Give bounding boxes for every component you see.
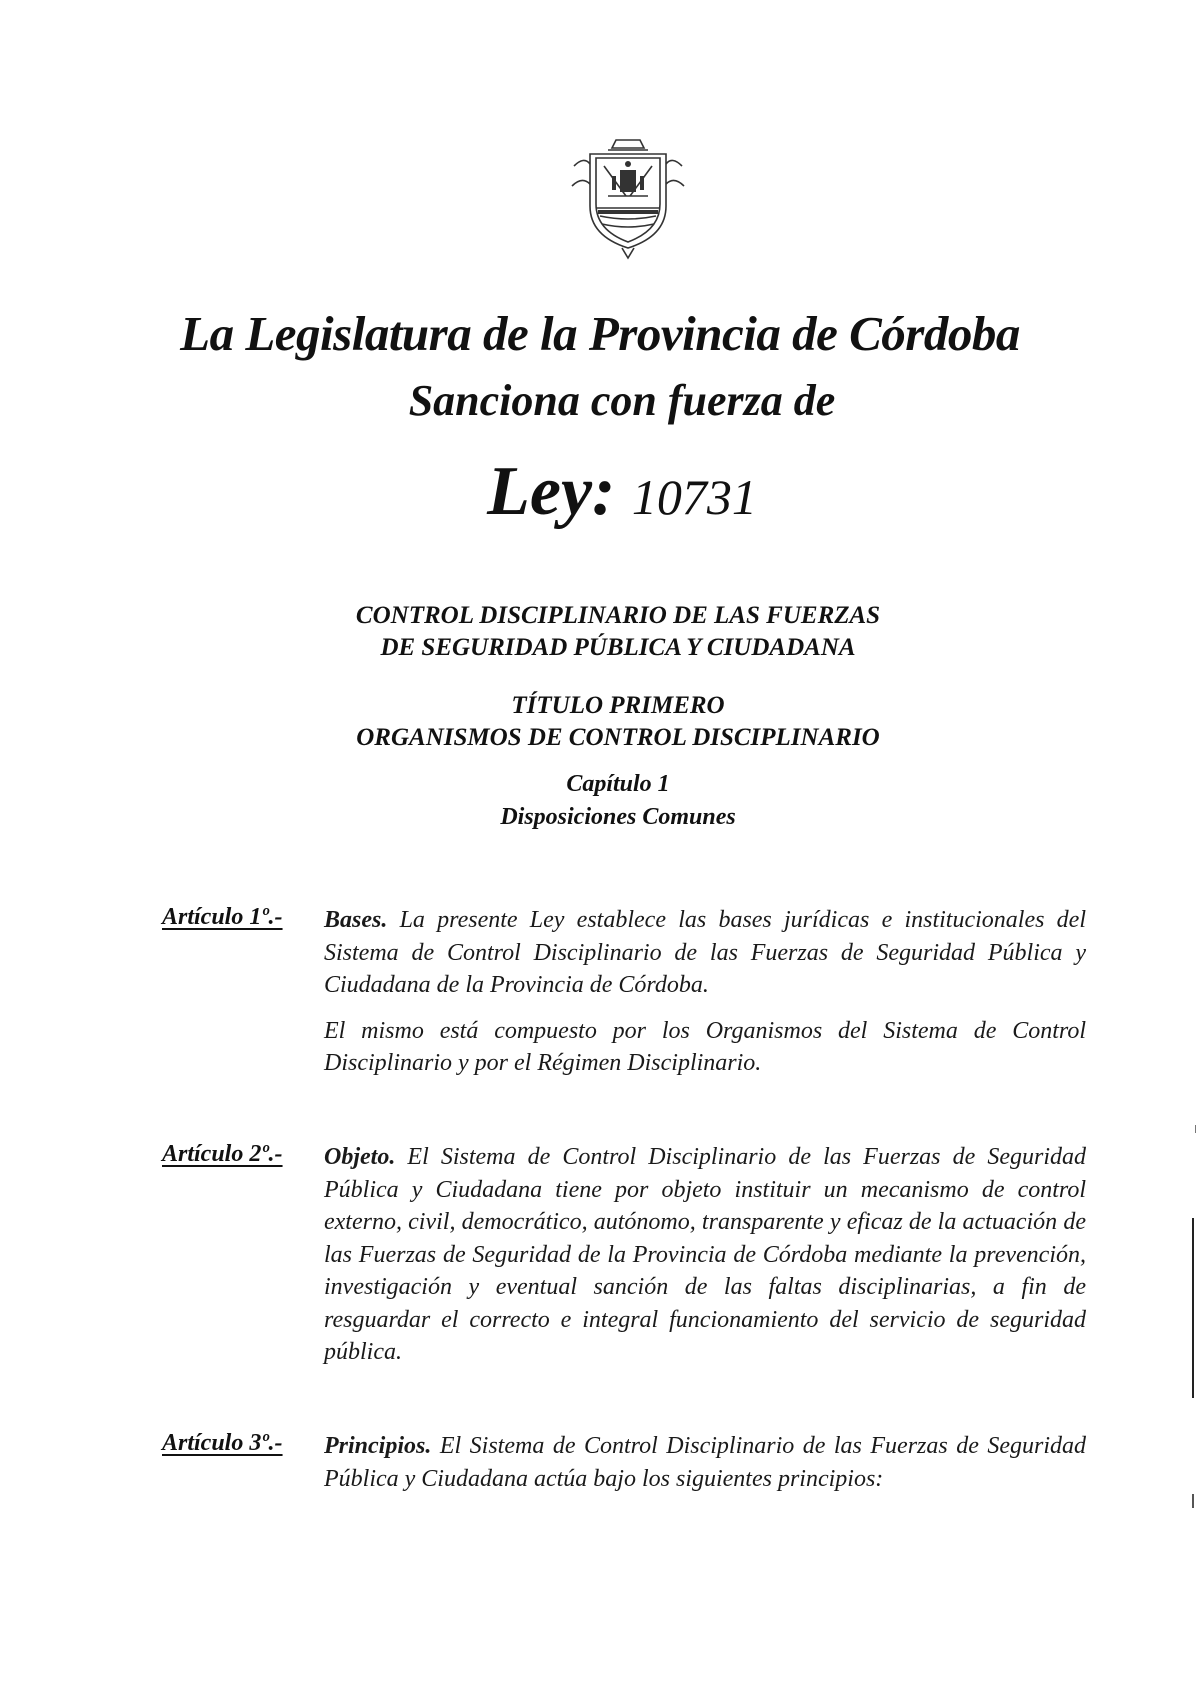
scan-edge-mark (1192, 1494, 1194, 1508)
article-paragraph (324, 904, 1086, 1002)
legislature-heading: La Legislatura de la Provincia de Córdoba (180, 306, 1020, 361)
article-body (324, 1430, 1086, 1495)
article-paragraph (324, 1430, 1086, 1495)
capitulo-heading (18, 768, 1200, 834)
sanction-heading: Sanciona con fuerza de (408, 376, 836, 425)
article-text: El Sistema de Control Disciplinario de las Fuerzas de Seguridad Pública y Ciudadana actúa bajo los siguientes principios: (324, 1433, 1087, 1492)
titulo-line-1: TÍTULO PRIMERO (511, 692, 725, 719)
law-title-line-2: DE SEGURIDAD PÚBLICA Y CIUDADANA (380, 634, 856, 661)
law-title-line-1: CONTROL DISCIPLINARIO DE LAS FUERZAS (355, 602, 881, 629)
capitulo-number: Capítulo 1 (566, 771, 670, 797)
scan-edge-mark (1195, 1125, 1196, 1133)
article-label: Artículo 1º.- (162, 904, 283, 930)
ley-label: Ley: (487, 453, 616, 530)
article-label: Artículo 3º.- (162, 1430, 283, 1456)
article-body (324, 1141, 1086, 1369)
titulo-heading (18, 690, 1200, 754)
article-term: Bases. (324, 907, 388, 933)
law-title (18, 600, 1200, 664)
article-label: Artículo 2º.- (162, 1141, 283, 1167)
article-text: El Sistema de Control Disciplinario de las Fuerzas de Seguridad Pública y Ciudadana tiene por objeto instituir un mecanismo de control externo, civil, democrático, autónomo, transparente y eficaz de la actuación de las Fuerzas de Seguridad de la Provincia de Córdoba mediante la prevención, investigación y eventual sanción de las faltas disciplinarias, a fin de resguardar el correcto e integral funcionamiento del servicio de seguridad pública. (324, 1144, 1086, 1365)
article-paragraph: El mismo está compuesto por los Organismos del Sistema de Control Disciplinario y por el Régimen Disciplinario. (324, 1017, 1086, 1076)
article-text: La presente Ley establece las bases jurídicas e institucionales del Sistema de Control Disciplinario de las Fuerzas de Seguridad Pública y Ciudadana de la Provincia de Córdoba. (324, 907, 1086, 998)
article-term: Principios. (324, 1433, 432, 1459)
titulo-line-2: ORGANISMOS DE CONTROL DISCIPLINARIO (356, 724, 880, 751)
article-body (324, 904, 1086, 1080)
article-paragraph (324, 1141, 1086, 1369)
province-coat-of-arms-icon (568, 136, 688, 260)
capitulo-name: Disposiciones Comunes (500, 804, 736, 830)
law-number-heading (22, 452, 1200, 532)
ley-number: 10731 (631, 469, 757, 525)
scan-edge-mark (1192, 1218, 1194, 1398)
article-term: Objeto. (324, 1144, 396, 1170)
